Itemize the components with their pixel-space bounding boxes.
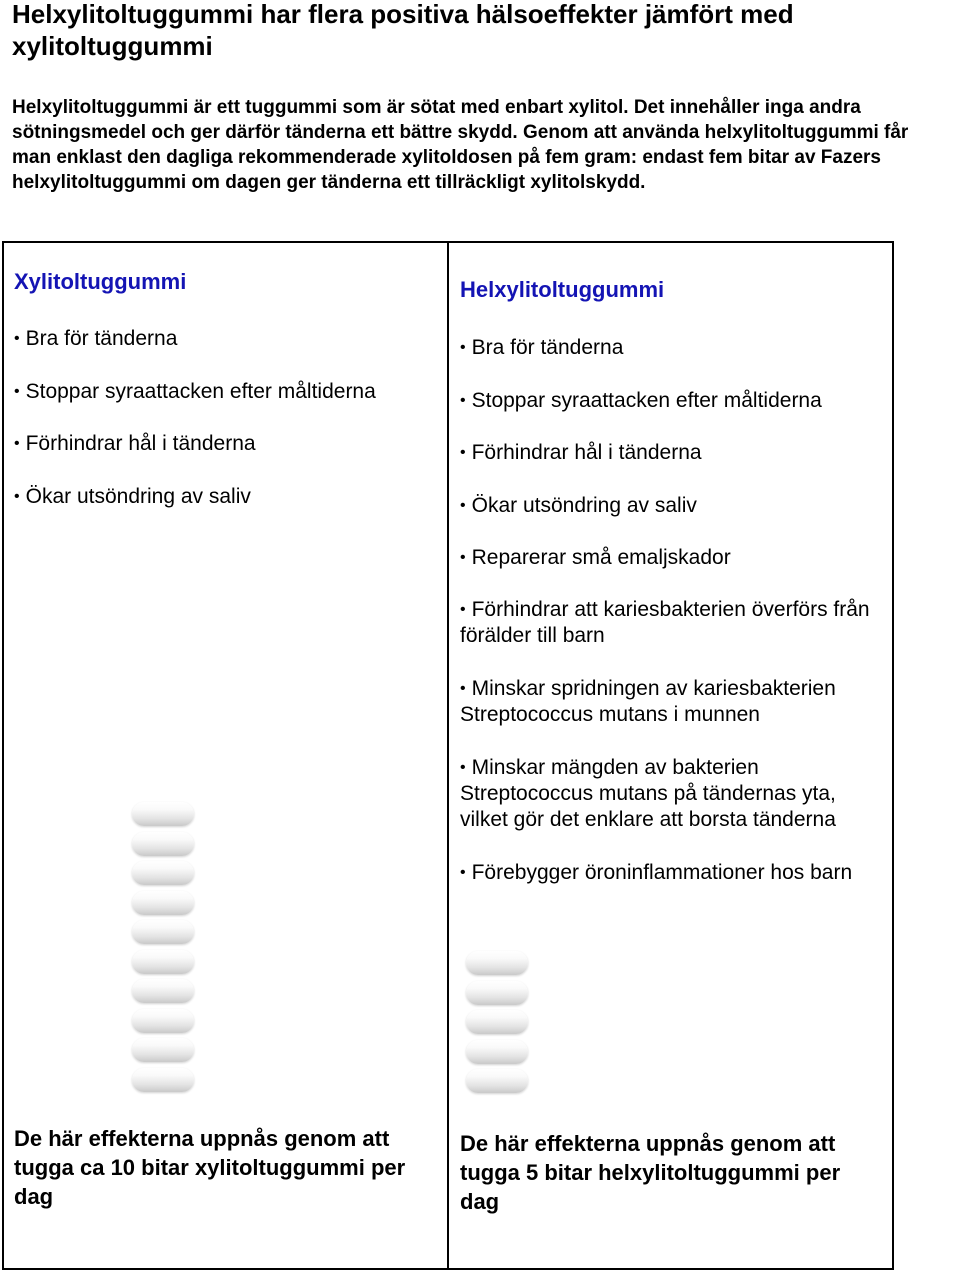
gum-piece — [132, 1038, 194, 1062]
list-item: • Bra för tänderna — [460, 336, 624, 359]
list-item: • Minskar mängden av bakterien Streptococcus mutans på tändernas yta, vilket gör det enklare att borsta tänderna — [460, 756, 836, 831]
gum-piece — [132, 832, 194, 856]
bullet-icon: • — [460, 759, 466, 776]
list-item: • Stoppar syraattacken efter måltiderna — [460, 389, 822, 412]
gum-stack-image — [132, 802, 194, 1097]
gum-piece — [132, 979, 194, 1003]
gum-piece — [132, 891, 194, 915]
right-column-heading: Helxylitoltuggummi — [460, 277, 665, 302]
gum-piece — [132, 950, 194, 974]
gum-piece — [132, 802, 194, 826]
column-divider — [447, 241, 449, 1270]
gum-stack-image — [466, 951, 528, 1099]
left-column-heading: Xylitoltuggummi — [14, 269, 187, 294]
bullet-icon: • — [14, 383, 20, 400]
list-item: • Ökar utsöndring av saliv — [14, 485, 251, 508]
bullet-icon: • — [14, 435, 20, 452]
page-title: Helxylitoltuggummi har flera positiva hälsoeffekter jämfört med xylitoltuggummi — [12, 0, 794, 61]
gum-piece — [466, 1069, 528, 1093]
gum-piece — [466, 981, 528, 1005]
bullet-icon: • — [460, 549, 466, 566]
gum-piece — [132, 920, 194, 944]
list-item: • Ökar utsöndring av saliv — [460, 494, 697, 517]
bullet-icon: • — [460, 497, 466, 514]
bullet-icon: • — [460, 392, 466, 409]
gum-piece — [132, 861, 194, 885]
bullet-icon: • — [14, 330, 20, 347]
right-column-footer: De här effekterna uppnås genom att tugga 5 bitar helxylitoltuggummi per dag — [460, 1131, 841, 1214]
bullet-icon: • — [460, 339, 466, 356]
gum-piece — [466, 951, 528, 975]
list-item: • Minskar spridningen av kariesbakterien Streptococcus mutans i munnen — [460, 677, 836, 726]
gum-piece — [132, 1009, 194, 1033]
list-item: • Reparerar små emaljskador — [460, 546, 731, 569]
intro-paragraph: Helxylitoltuggummi är ett tuggummi som är sötat med enbart xylitol. Det innehåller inga andra sötningsmedel och ger därför tänderna ett bättre skydd. Genom att använda helxylitoltuggummi får man enklast den dagliga rekommenderade xylitoldosen på fem gram: endast fem bitar av Fazers helxylitoltuggummi om dagen ger tänderna ett tillräckligt xylitolskydd. — [12, 97, 909, 193]
left-column-footer: De här effekterna uppnås genom att tugga ca 10 bitar xylitoltuggummi per dag — [14, 1126, 406, 1209]
gum-piece — [132, 1068, 194, 1092]
list-item: • Stoppar syraattacken efter måltiderna — [14, 380, 376, 403]
bullet-icon: • — [460, 444, 466, 461]
gum-piece — [466, 1010, 528, 1034]
bullet-icon: • — [14, 488, 20, 505]
list-item: • Förhindrar att kariesbakterien överförs från förälder till barn — [460, 598, 870, 647]
gum-piece — [466, 1040, 528, 1064]
list-item: • Förebygger öroninflammationer hos barn — [460, 861, 853, 884]
bullet-icon: • — [460, 864, 466, 881]
bullet-icon: • — [460, 680, 466, 697]
bullet-icon: • — [460, 601, 466, 618]
list-item: • Bra för tänderna — [14, 327, 178, 350]
list-item: • Förhindrar hål i tänderna — [460, 441, 702, 464]
list-item: • Förhindrar hål i tänderna — [14, 432, 256, 455]
